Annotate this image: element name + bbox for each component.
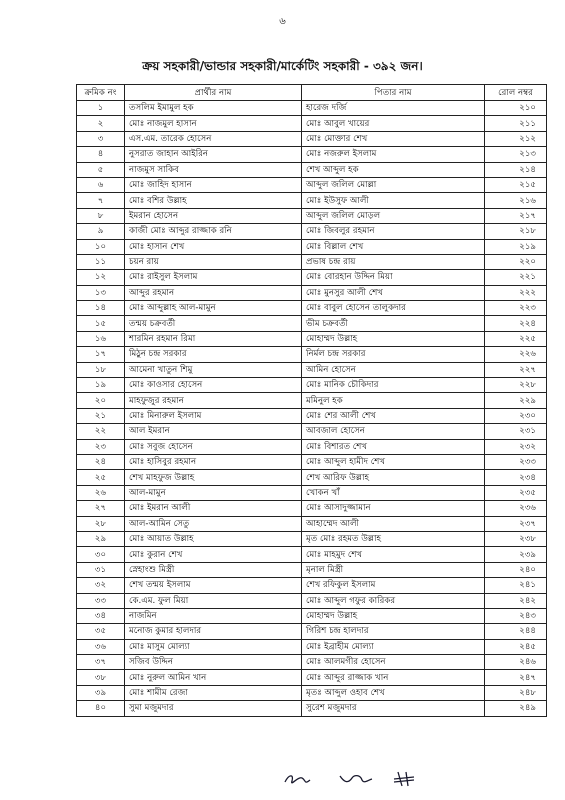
page-title: ক্রয় সহকারী/ভান্ডার সহকারী/মার্কেটিং সহকারী - ৩৯২ জন। (142, 59, 423, 73)
table-row (77, 224, 547, 239)
table-row (77, 424, 547, 439)
cell-serial: ২০ (77, 393, 125, 408)
cell-roll: ২৩৯ (485, 547, 547, 562)
table-body (77, 101, 547, 717)
cell-father: ভীম চক্রবর্তী (302, 316, 485, 331)
table-row (77, 362, 547, 377)
table-row (77, 239, 547, 254)
cell-name: ইমরান হোসেন (125, 208, 302, 223)
cell-serial: ৩৩ (77, 593, 125, 608)
cell-name: নুসরাত জাহান আইরিন (125, 147, 302, 162)
table-row (77, 101, 547, 116)
table-row (77, 254, 547, 269)
cell-roll: ২৩৭ (485, 516, 547, 531)
cell-father: মৃত মোঃ রহমত উল্লাহ (302, 531, 485, 546)
cell-roll: ২৪৪ (485, 624, 547, 639)
cell-roll: ২৪৫ (485, 639, 547, 654)
cell-father: মোঃ মাহমুদ শেখ (302, 547, 485, 562)
cell-father: মোঃ ইউসুফ আলী (302, 193, 485, 208)
cell-name: মোঃ মাসুম মোল্যা (125, 639, 302, 654)
table-row (77, 531, 547, 546)
cell-roll: ২২৭ (485, 362, 547, 377)
cell-name: আল ইমরান (125, 424, 302, 439)
table-row (77, 378, 547, 393)
table-row (77, 547, 547, 562)
cell-serial: ৩৯ (77, 685, 125, 700)
cell-serial: ৩৫ (77, 624, 125, 639)
cell-serial: ৩১ (77, 562, 125, 577)
cell-roll: ২২৪ (485, 316, 547, 331)
cell-name: মোঃ জাহিদ হাসান (125, 177, 302, 192)
cell-serial: ১৫ (77, 316, 125, 331)
cell-serial: ২৪ (77, 454, 125, 469)
table-row (77, 208, 547, 223)
cell-roll: ২১৩ (485, 147, 547, 162)
table-row (77, 470, 547, 485)
table-row (77, 639, 547, 654)
cell-roll: ২৩২ (485, 439, 547, 454)
cell-father: শেখ আব্দুল হক (302, 162, 485, 177)
cell-name: আল-আমিন সেতু (125, 516, 302, 531)
table-row (77, 562, 547, 577)
table-row (77, 701, 547, 716)
cell-serial: ৩৬ (77, 639, 125, 654)
table-row (77, 608, 547, 623)
cell-name: আমেনা খাতুন শিমু (125, 362, 302, 377)
cell-father: খোকন খাঁ (302, 485, 485, 500)
cell-roll: ২১৫ (485, 177, 547, 192)
cell-father: শেখ রফিকুল ইসলাম (302, 578, 485, 593)
cell-name: মোঃ আব্দুল্লাহ আল-মামুন (125, 301, 302, 316)
cell-roll: ২৩৮ (485, 531, 547, 546)
cell-roll: ২৩৪ (485, 470, 547, 485)
cell-name: মোঃ নাজমুল হাসান (125, 116, 302, 131)
cell-roll: ২২২ (485, 285, 547, 300)
cell-roll: ২১০ (485, 101, 547, 116)
cell-serial: ২১ (77, 408, 125, 423)
cell-name: চয়ন রায় (125, 254, 302, 269)
table-row (77, 670, 547, 685)
cell-father: মোঃ বিশারত শেখ (302, 439, 485, 454)
cell-roll: ২৪৭ (485, 670, 547, 685)
cell-name: মোঃ আয়াত উল্লাহ (125, 531, 302, 546)
cell-roll: ২৩৬ (485, 501, 547, 516)
cell-name: মোঃ কাওসার হোসেন (125, 378, 302, 393)
page-number: ৬ (279, 16, 286, 27)
cell-roll: ২৪৩ (485, 608, 547, 623)
cell-serial: ১ (77, 101, 125, 116)
table-row (77, 316, 547, 331)
cell-father: মোঃ আব্দুল হামীদ শেখ (302, 454, 485, 469)
cell-roll: ২১৯ (485, 239, 547, 254)
cell-name: মোঃ হাসিবুর রহমান (125, 454, 302, 469)
cell-name: মোঃ সবুজ হোসেন (125, 439, 302, 454)
cell-name: কে.এম. ফুল মিয়া (125, 593, 302, 608)
cell-father: মোঃ ইব্রাহীম মোল্যা (302, 639, 485, 654)
cell-roll: ২৪২ (485, 593, 547, 608)
cell-father: মৃনাল মিস্ত্রী (302, 562, 485, 577)
cell-roll: ২৪০ (485, 562, 547, 577)
cell-serial: ৭ (77, 193, 125, 208)
cell-serial: ৮ (77, 208, 125, 223)
cell-roll: ২৪৬ (485, 655, 547, 670)
cell-name: শারমিন রহমান রিমা (125, 331, 302, 346)
table-row (77, 331, 547, 346)
header-father: পিতার নাম (302, 85, 485, 101)
header-name: প্রার্থীর নাম (125, 85, 302, 101)
signature-2 (340, 776, 372, 782)
cell-name: মোঃ হাসান শেখ (125, 239, 302, 254)
table-row (77, 516, 547, 531)
cell-serial: ২৮ (77, 516, 125, 531)
cell-roll: ২১৪ (485, 162, 547, 177)
cell-father: মোঃ মুনসুর আলী শেখ (302, 285, 485, 300)
table-header-row (77, 85, 547, 101)
cell-serial: ৩২ (77, 578, 125, 593)
cell-roll: ২১২ (485, 131, 547, 146)
cell-name: মোঃ নুরুল আমিন খান (125, 670, 302, 685)
cell-serial: ২৫ (77, 470, 125, 485)
cell-roll: ২১৭ (485, 208, 547, 223)
cell-name: আল-মামুন (125, 485, 302, 500)
cell-roll: ২২৬ (485, 347, 547, 362)
cell-father: মোঃ আলমগীর হোসেন (302, 655, 485, 670)
cell-father: মোহাম্মদ উল্লাহ (302, 608, 485, 623)
table-row (77, 285, 547, 300)
cell-serial: ৪০ (77, 701, 125, 716)
cell-serial: ১২ (77, 270, 125, 285)
signature-1 (285, 776, 310, 783)
cell-roll: ২৩১ (485, 424, 547, 439)
cell-serial: ২৩ (77, 439, 125, 454)
cell-roll: ২৩৫ (485, 485, 547, 500)
cell-name: নাজমিন (125, 608, 302, 623)
cell-serial: ১১ (77, 254, 125, 269)
cell-serial: ২৭ (77, 501, 125, 516)
cell-roll: ২১১ (485, 116, 547, 131)
cell-roll: ২২৩ (485, 301, 547, 316)
cell-serial: ৩৪ (77, 608, 125, 623)
cell-father: মমিনুল হক (302, 393, 485, 408)
cell-roll: ২২০ (485, 254, 547, 269)
cell-serial: ৩ (77, 131, 125, 146)
table-row (77, 393, 547, 408)
cell-name: নাজমুস সাকিব (125, 162, 302, 177)
cell-roll: ২৪৯ (485, 701, 547, 716)
cell-name: মনোজ কুমার হালদার (125, 624, 302, 639)
cell-serial: ৩৮ (77, 670, 125, 685)
table-row (77, 116, 547, 131)
cell-serial: ১৬ (77, 331, 125, 346)
signatures (280, 768, 440, 790)
cell-serial: ২২ (77, 424, 125, 439)
cell-name: তসলিম ইমামুল হক (125, 101, 302, 116)
table-row (77, 193, 547, 208)
cell-name: এস.এম. তারেক হোসেন (125, 131, 302, 146)
table-row (77, 177, 547, 192)
table-row (77, 147, 547, 162)
cell-father: আব্দুল জলিল মোল্লা (302, 177, 485, 192)
cell-father: মোঃ মানিক চৌকিদার (302, 378, 485, 393)
cell-father: আমিন হোসেন (302, 362, 485, 377)
cell-father: শেখ আরিফ উল্লাহ (302, 470, 485, 485)
cell-name: স্নেহাংশু মিস্ত্রী (125, 562, 302, 577)
table-row (77, 408, 547, 423)
cell-father: আবজাল হোসেন (302, 424, 485, 439)
table-row (77, 655, 547, 670)
cell-father: গিরিশ চন্দ্র হালদার (302, 624, 485, 639)
cell-serial: ১৯ (77, 378, 125, 393)
cell-father: মোঃ আব্দুল গফুর কারিকর (302, 593, 485, 608)
cell-name: কাজী মোঃ আব্দুর রাজ্জাক রনি (125, 224, 302, 239)
table-row (77, 301, 547, 316)
cell-father: সুরেশ মজুমদার (302, 701, 485, 716)
cell-father: প্রভাষ চন্দ্র রায় (302, 254, 485, 269)
cell-roll: ২৪১ (485, 578, 547, 593)
signature-3 (394, 772, 414, 786)
cell-roll: ২৩৩ (485, 454, 547, 469)
table-row (77, 624, 547, 639)
cell-father: মোঃ জিবলুর রহমান (302, 224, 485, 239)
table-row (77, 270, 547, 285)
cell-father: মোঃ আবুল খায়ের (302, 116, 485, 131)
cell-father: মোঃ বাবুল হোসেন তালুকদার (302, 301, 485, 316)
cell-serial: ৪ (77, 147, 125, 162)
cell-roll: ২১৮ (485, 224, 547, 239)
table-row (77, 593, 547, 608)
cell-roll: ২১৬ (485, 193, 547, 208)
cell-serial: ৯ (77, 224, 125, 239)
table-row (77, 162, 547, 177)
cell-father: মোঃ আব্দুর রাজ্জাক খান (302, 670, 485, 685)
cell-name: শেখ মাহফুজ উল্লাহ (125, 470, 302, 485)
cell-name: মোঃ মিনারুল ইসলাম (125, 408, 302, 423)
cell-father: মোঃ বিল্লাল শেখ (302, 239, 485, 254)
table-row (77, 439, 547, 454)
cell-serial: ২৬ (77, 485, 125, 500)
cell-name: তন্ময় চক্রবর্তী (125, 316, 302, 331)
cell-name: মাহফুজুর রহমান (125, 393, 302, 408)
cell-serial: ৩০ (77, 547, 125, 562)
cell-name: মোঃ রাইসুল ইসলাম (125, 270, 302, 285)
header-roll: রোল নম্বর (485, 85, 547, 101)
cell-roll: ২৪৮ (485, 685, 547, 700)
cell-name: মোঃ কুরান শেখ (125, 547, 302, 562)
table-row (77, 501, 547, 516)
cell-name: মোঃ বশির উল্লাহ (125, 193, 302, 208)
cell-name: সুমা মজুমদার (125, 701, 302, 716)
cell-roll: ২২৯ (485, 393, 547, 408)
cell-name: শেখ তন্ময় ইসলাম (125, 578, 302, 593)
cell-father: মোহাম্মদ উল্লাহ (302, 331, 485, 346)
cell-serial: ৫ (77, 162, 125, 177)
cell-serial: ২৯ (77, 531, 125, 546)
header-serial: ক্রমিক নং (77, 85, 125, 101)
cell-name: সজিব উদ্দিন (125, 655, 302, 670)
cell-serial: ১৭ (77, 347, 125, 362)
cell-roll: ২২৮ (485, 378, 547, 393)
cell-father: মৃতঃ আব্দুল ওহাব শেখ (302, 685, 485, 700)
cell-father: আহাম্মেদ আলী (302, 516, 485, 531)
table-row (77, 485, 547, 500)
cell-father: আব্দুল জলিল মোড়ল (302, 208, 485, 223)
cell-father: হারেজ দর্জি (302, 101, 485, 116)
cell-father: নির্মল চন্দ্র সরকার (302, 347, 485, 362)
cell-name: আব্দুর রহমান (125, 285, 302, 300)
table-row (77, 131, 547, 146)
cell-roll: ২৩০ (485, 408, 547, 423)
cell-father: মোঃ শের আলী শেখ (302, 408, 485, 423)
cell-name: মোঃ ইমরান আলী (125, 501, 302, 516)
cell-father: মোঃ মোক্তার শেখ (302, 131, 485, 146)
cell-name: মিঠুন চন্দ্র সরকার (125, 347, 302, 362)
cell-serial: ১০ (77, 239, 125, 254)
candidate-table (76, 84, 547, 717)
table-row (77, 685, 547, 700)
table-row (77, 578, 547, 593)
cell-father: মোঃ নজরুল ইসলাম (302, 147, 485, 162)
cell-roll: ২২৫ (485, 331, 547, 346)
table-row (77, 347, 547, 362)
cell-name: মোঃ শামীম রেজা (125, 685, 302, 700)
cell-serial: ১৪ (77, 301, 125, 316)
cell-serial: ২ (77, 116, 125, 131)
cell-serial: ১৩ (77, 285, 125, 300)
cell-serial: ১৮ (77, 362, 125, 377)
table-row (77, 454, 547, 469)
cell-roll: ২২১ (485, 270, 547, 285)
cell-serial: ৬ (77, 177, 125, 192)
cell-serial: ৩৭ (77, 655, 125, 670)
cell-father: মোঃ বোরহান উদ্দিন মিয়া (302, 270, 485, 285)
cell-father: মোঃ আসাদুজ্জামান (302, 501, 485, 516)
